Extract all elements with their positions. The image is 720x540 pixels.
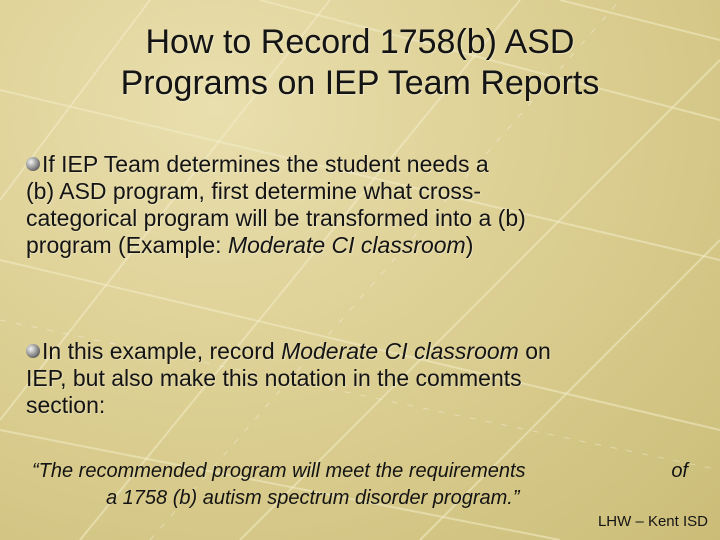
bullet-icon <box>26 344 40 358</box>
bullet-2-line-2: IEP, but also make this notation in the comments <box>26 365 522 391</box>
slide-title <box>40 22 680 104</box>
bullet-paragraph-1 <box>26 151 686 259</box>
bullet-2-line-1-end: on <box>518 338 551 364</box>
quote-line-2: a 1758 (b) autism spectrum disorder program.” <box>106 487 520 509</box>
bullet-1-line-4-end: ) <box>465 232 474 258</box>
bullet-1-emphasis: Moderate CI classroom <box>227 232 466 258</box>
bullet-2-line-3: section: <box>26 392 106 418</box>
author-credit: LHW – Kent ISD <box>597 513 708 530</box>
bullet-1-line-2: (b) ASD program, first determine what cross- <box>26 178 482 204</box>
bullet-paragraph-2 <box>26 338 686 419</box>
bullet-1-line-3: categorical program will be transformed into a (b) <box>26 205 526 231</box>
title-line-1: How to Record 1758(b) ASD <box>145 23 575 61</box>
quote-line-1-end: of <box>671 460 688 482</box>
title-line-2: Programs on IEP Team Reports <box>120 64 600 102</box>
bullet-1-line-4-text: program (Example: <box>26 232 228 258</box>
bullet-icon <box>26 157 40 171</box>
bullet-2-line-1-text: In this example, record <box>42 338 282 364</box>
recommendation-quote <box>32 458 692 512</box>
quote-line-1: “The recommended program will meet the requirements <box>32 460 526 482</box>
bullet-1-line-4 <box>26 232 686 259</box>
bullet-2-emphasis: Moderate CI classroom <box>281 338 519 364</box>
bullet-1-line-1: If IEP Team determines the student needs a <box>42 151 489 177</box>
